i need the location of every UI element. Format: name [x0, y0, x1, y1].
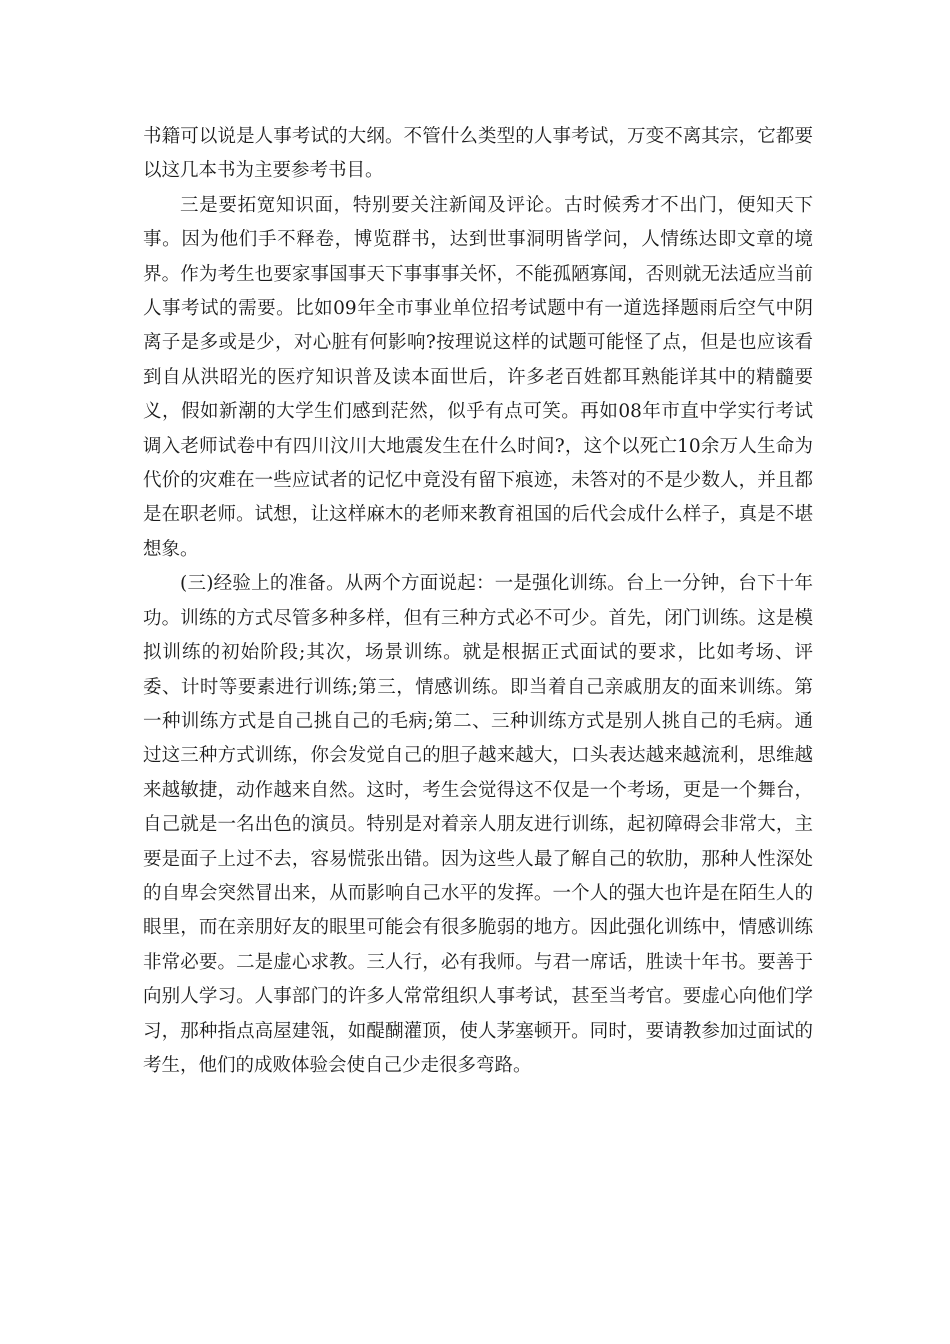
paragraph-3: (三)经验上的准备。从两个方面说起：一是强化训练。台上一分钟，台下十年功。训练的方式尽管多种多样，但有三种方式必不可少。首先，闭门训练。这是模拟训练的初始阶段;其次，场景训练。就是根据正式面试的要求，比如考场、评委、计时等要素进行训练;第三，情感训练。即当着自己亲戚朋友的面来训练。第一种训练方式是自己挑自己的毛病;第二、三种训练方式是别人挑自己的毛病。通过这三种方式训练，你会发觉自己的胆子越来越大，口头表达越来越流利，思维越来越敏捷，动作越来自然。这时，考生会觉得这不仅是一个考场，更是一个舞台，自己就是一名出色的演员。特别是对着亲人朋友进行训练，起初障碍会非常大，主要是面子上过不去，容易慌张出错。因为这些人最了解自己的软肋，那种人性深处的自卑会突然冒出来，从而影响自己水平的发挥。一个人的强大也许是在陌生人的眼里，而在亲朋好友的眼里可能会有很多脆弱的地方。因此强化训练中，情感训练非常必要。二是虚心求教。三人行，必有我师。与君一席话，胜读十年书。要善于向别人学习。人事部门的许多人常常组织人事考试，甚至当考官。要虚心向他们学习，那种指点高屋建瓴，如醍醐灌顶，使人茅塞顿开。同时，要请教参加过面试的考生，他们的成败体验会使自己少走很多弯路。 — [143, 573, 813, 1076]
paragraph-1: 书籍可以说是人事考试的大纲。不管什么类型的人事考试，万变不离其宗，它都要以这几本书为主要参考书目。 — [143, 126, 813, 182]
paragraph-2: 三是要拓宽知识面，特别要关注新闻及评论。古时候秀才不出门，便知天下事。因为他们手不释卷，博览群书，达到世事洞明皆学问，人情练达即文章的境界。作为考生也要家事国事天下事事事关怀，不能孤陋寡闻，否则就无法适应当前人事考试的需要。比如09年全市事业单位招考试题中有一道选择题雨后空气中阴离子是多或是少，对心脏有何影响?按理说这样的试题可能怪了点，但是也应该看到自从洪昭光的医疗知识普及读本面世后，许多老百姓都耳熟能详其中的精髓要义，假如新潮的大学生们感到茫然，似乎有点可笑。再如08年市直中学实行考试调入老师试卷中有四川汶川大地震发生在什么时间?，这个以死亡10余万人生命为代价的灾难在一些应试者的记忆中竟没有留下痕迹，未答对的不是少数人，并且都是在职老师。试想，让这样麻木的老师来教育祖国的后代会成什么样子，真是不堪想象。 — [143, 194, 813, 560]
document-body — [143, 120, 813, 1083]
